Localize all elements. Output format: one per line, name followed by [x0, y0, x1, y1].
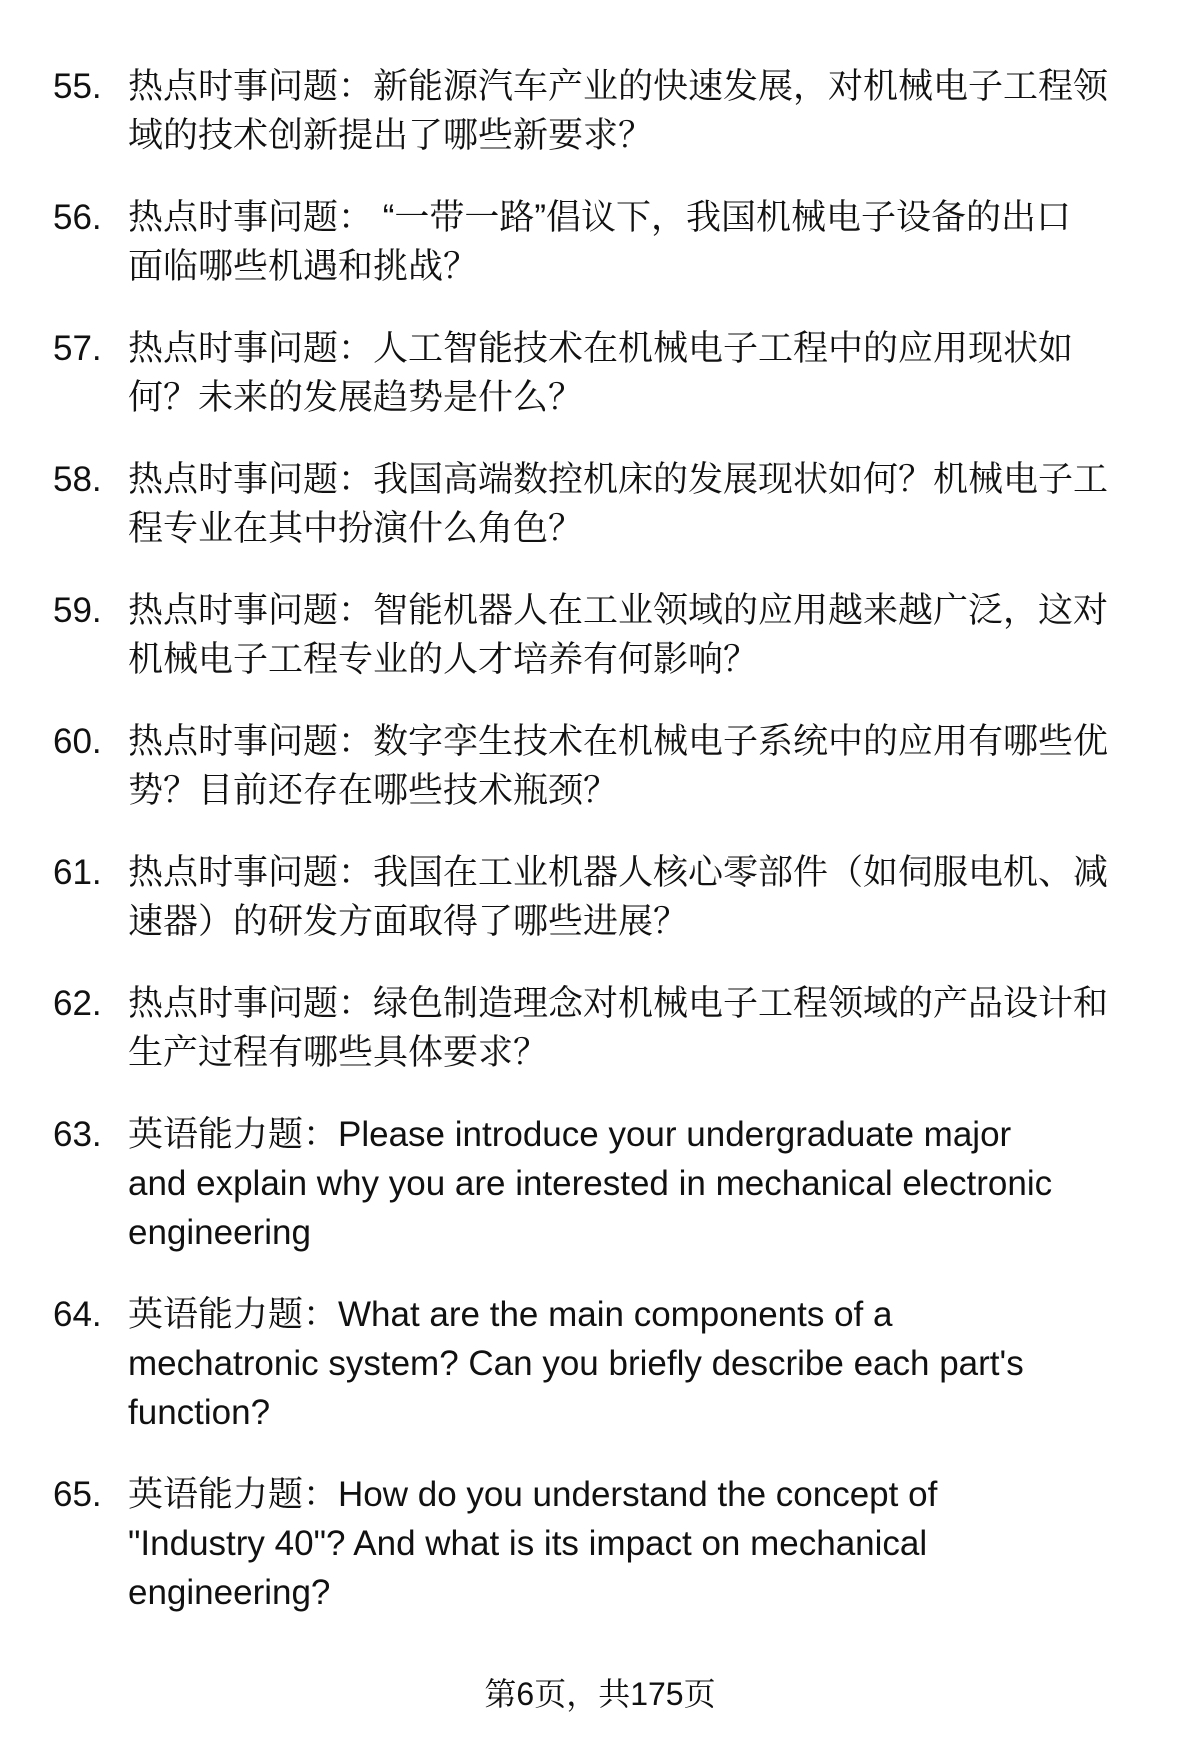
question-text-line: 热点时事问题：数字孪生技术在机械电子系统中的应用有哪些优	[128, 722, 1109, 761]
question-item	[0, 848, 1200, 946]
question-text-line: 热点时事问题：我国在工业机器人核心零部件（如伺服电机、减	[128, 853, 1109, 892]
question-text-line: 热点时事问题：人工智能技术在机械电子工程中的应用现状如	[128, 329, 1074, 368]
question-text-line: 热点时事问题： “一带一路”倡议下，我国机械电子设备的出口	[128, 198, 1072, 237]
question-text-line: 势？目前还存在哪些技术瓶颈？	[128, 771, 619, 810]
question-number: 55.	[53, 67, 102, 106]
question-text	[128, 586, 1188, 684]
question-text	[128, 1470, 1188, 1617]
question-item	[0, 1290, 1200, 1437]
question-text-line: 速器）的研发方面取得了哪些进展？	[128, 902, 689, 941]
question-text	[128, 979, 1188, 1077]
question-text-line: 面临哪些机遇和挑战？	[128, 247, 479, 286]
question-text-line: engineering?	[128, 1573, 331, 1612]
question-text-line: "Industry 40"? And what is its impact on mechanical	[128, 1524, 928, 1563]
question-text	[128, 1110, 1188, 1257]
question-number: 58.	[53, 460, 102, 499]
question-text-line: 热点时事问题：智能机器人在工业领域的应用越来越广泛，这对	[128, 591, 1109, 630]
question-text-line: 生产过程有哪些具体要求？	[128, 1033, 549, 1072]
question-number: 56.	[53, 198, 102, 237]
question-number: 64.	[53, 1295, 102, 1334]
question-item	[0, 1110, 1200, 1257]
question-number: 63.	[53, 1115, 102, 1154]
question-list	[0, 62, 1200, 1650]
question-text-line: function?	[128, 1393, 271, 1432]
question-item	[0, 62, 1200, 160]
question-text-line: 机械电子工程专业的人才培养有何影响？	[128, 640, 759, 679]
question-number: 61.	[53, 853, 102, 892]
question-text	[128, 1290, 1188, 1437]
question-text-line: 何？未来的发展趋势是什么？	[128, 378, 584, 417]
page-indicator: 第6页，共175页	[484, 1676, 716, 1712]
question-text-line: 热点时事问题：绿色制造理念对机械电子工程领域的产品设计和	[128, 984, 1109, 1023]
question-item	[0, 1470, 1200, 1617]
question-item	[0, 717, 1200, 815]
question-number: 62.	[53, 984, 102, 1023]
question-item	[0, 979, 1200, 1077]
question-text	[128, 848, 1188, 946]
question-text-line: 英语能力题：What are the main components of a	[128, 1295, 893, 1334]
question-item	[0, 586, 1200, 684]
question-text-line: mechatronic system? Can you briefly describe each part's	[128, 1344, 1024, 1383]
question-item	[0, 324, 1200, 422]
question-item	[0, 193, 1200, 291]
question-text-line: 热点时事问题：新能源汽车产业的快速发展，对机械电子工程领	[128, 67, 1109, 106]
question-number: 57.	[53, 329, 102, 368]
question-text-line: 域的技术创新提出了哪些新要求？	[128, 116, 654, 155]
question-text-line: engineering	[128, 1213, 311, 1252]
question-text-line: 热点时事问题：我国高端数控机床的发展现状如何？机械电子工	[128, 460, 1109, 499]
question-text	[128, 62, 1188, 160]
question-item	[0, 455, 1200, 553]
question-number: 65.	[53, 1475, 102, 1514]
question-number: 59.	[53, 591, 102, 630]
question-text-line: and explain why you are interested in mechanical electronic	[128, 1164, 1053, 1203]
question-text	[128, 455, 1188, 553]
question-text	[128, 717, 1188, 815]
question-text-line: 英语能力题：Please introduce your undergraduate major	[128, 1115, 1012, 1154]
question-text-line: 英语能力题：How do you understand the concept of	[128, 1475, 938, 1514]
question-text	[128, 324, 1188, 422]
question-number: 60.	[53, 722, 102, 761]
question-text	[128, 193, 1188, 291]
question-text-line: 程专业在其中扮演什么角色？	[128, 509, 584, 548]
